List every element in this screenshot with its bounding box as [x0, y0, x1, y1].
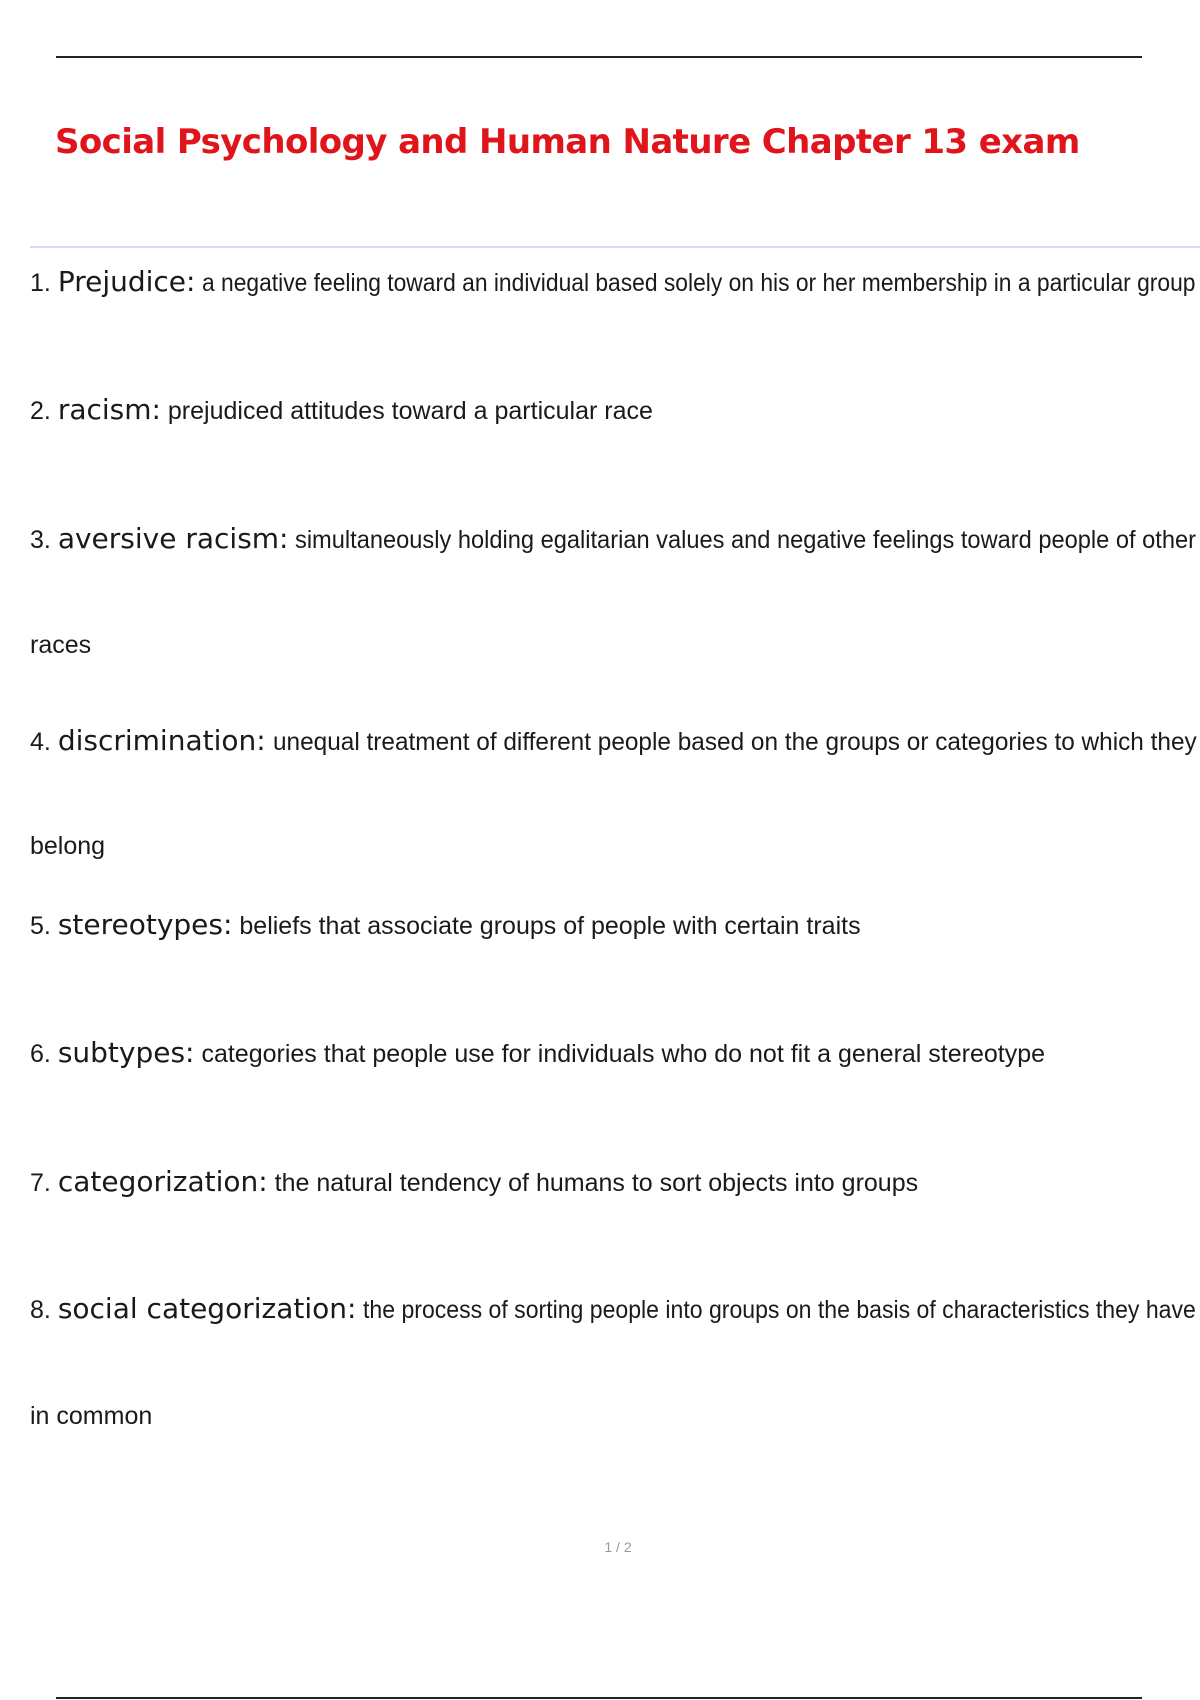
entry-number: 7.	[30, 1169, 51, 1197]
entry-term: social categorization:	[57, 1292, 357, 1325]
entry-term: aversive racism:	[57, 522, 289, 555]
glossary-entry-3	[30, 522, 1200, 555]
entry-number: 2.	[30, 397, 51, 425]
entry-term: stereotypes:	[57, 908, 233, 941]
entry-number: 5.	[30, 912, 51, 940]
entry-number: 8.	[30, 1296, 51, 1324]
entry-term: racism:	[57, 393, 161, 426]
glossary-entry-8	[30, 1292, 1200, 1325]
entry-number: 3.	[30, 526, 51, 554]
entry-definition: simultaneously holding egalitarian values and negative feelings toward people of other	[295, 526, 1197, 554]
page-number: 1 / 2	[604, 1539, 632, 1555]
glossary-entry-7	[30, 1165, 1200, 1198]
entry-term: categorization:	[57, 1165, 268, 1198]
entry-definition: unequal treatment of different people based on the groups or categories to which they	[272, 728, 1197, 756]
glossary-entry-1	[30, 265, 1200, 298]
entry-definition: a negative feeling toward an individual based solely on his or her membership in a particular group	[202, 269, 1196, 297]
entry-term: subtypes:	[57, 1036, 195, 1069]
bottom-rule	[56, 1697, 1142, 1699]
title-divider	[30, 246, 1200, 248]
glossary-entry-2	[30, 393, 1200, 426]
entry-continuation: belong	[30, 832, 106, 860]
entry-number: 4.	[30, 728, 51, 756]
entry-continuation: in common	[30, 1402, 153, 1430]
top-rule	[56, 56, 1142, 58]
entry-term: Prejudice:	[57, 265, 196, 298]
entry-definition: prejudiced attitudes toward a particular race	[167, 397, 653, 425]
glossary-entry-4	[30, 724, 1200, 757]
entry-term: discrimination:	[57, 724, 266, 757]
document-title: Social Psychology and Human Nature Chapter 13 exam	[55, 122, 1080, 162]
glossary-entry-5	[30, 908, 1200, 941]
entry-number: 6.	[30, 1040, 51, 1068]
entry-definition: categories that people use for individuals who do not fit a general stereotype	[201, 1040, 1046, 1068]
entry-definition: the natural tendency of humans to sort objects into groups	[274, 1169, 919, 1197]
entry-definition: the process of sorting people into groups on the basis of characteristics they have	[363, 1296, 1197, 1324]
glossary-entry-6	[30, 1036, 1200, 1069]
entry-definition: beliefs that associate groups of people with certain traits	[239, 912, 861, 940]
entry-number: 1.	[30, 269, 51, 297]
entry-continuation: races	[30, 631, 92, 659]
